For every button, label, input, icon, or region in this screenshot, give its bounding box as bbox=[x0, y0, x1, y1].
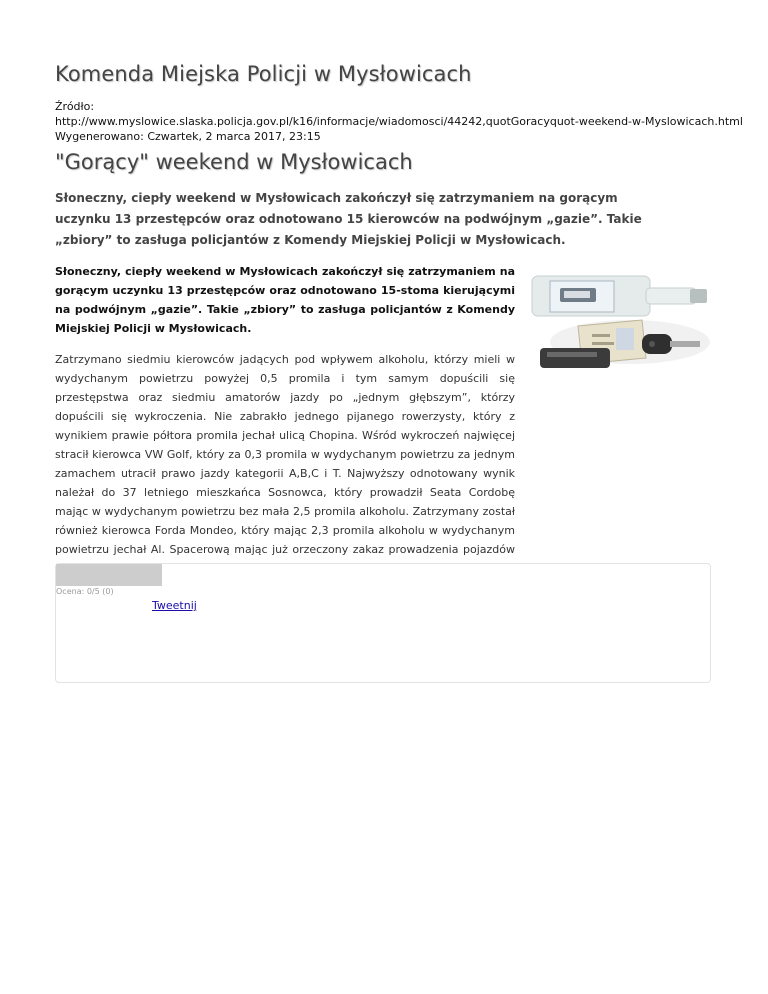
site-title: Komenda Miejska Policji w Mysłowicach bbox=[55, 62, 472, 86]
rating-text: Ocena: 0/5 (0) bbox=[56, 587, 114, 596]
source-url: http://www.myslowice.slaska.policja.gov.pl/k16/informacje/wiadomosci/44242,quotGoracyquot-weekend-w-Myslowicach.html bbox=[55, 115, 743, 128]
article-photo bbox=[520, 264, 713, 391]
article-title: "Gorący" weekend w Mysłowicach bbox=[55, 150, 413, 174]
article-body bbox=[55, 262, 515, 578]
source-meta bbox=[55, 99, 743, 144]
article-intro: Słoneczny, ciepły weekend w Mysłowicach zakończył się zatrzymaniem na gorącym uczynku 13 przestępców oraz odnotowano 15-stoma kierującymi na podwójnym „gazie”. Takie „zbiory” to zasługa policjantów z Komendy Miejskiej Policji w Mysłowicach. bbox=[55, 265, 515, 335]
article-lead: Słoneczny, ciepły weekend w Mysłowicach zakończył się zatrzymaniem na gorącym uczynku 13 przestępców oraz odnotowano 15 kierowców na podwójnym „gazie”. Takie „zbiory” to zasługa policjantów z Komendy Miejskiej Policji w Mysłowicach. bbox=[55, 191, 642, 247]
rating-box bbox=[55, 563, 711, 683]
generated-date: Wygenerowano: Czwartek, 2 marca 2017, 23:15 bbox=[55, 130, 321, 143]
tweet-link[interactable]: Tweetnij bbox=[152, 599, 197, 612]
rating-stars-bar[interactable] bbox=[56, 564, 162, 586]
article-text: Zatrzymano siedmiu kierowców jadących pod wpływem alkoholu, którzy mieli w wydychanym powietrzu powyżej 0,5 promila i tym samym dopuścili się przestępstwa oraz siedmiu amatorów jazdy po „jednym głębszym”, którzy dopuścili się wykroczenia. Nie zabrakło jednego pijanego rowerzysty, który z wynikiem prawie półtora promila jechał ulicą Chopina. Wśród wykroczeń najwięcej stracił kierowca VW Golf, który za 0,3 promila w wydychanym powietrzu za jednym zamachem utracił prawo jazdy kategorii A,B,C i T. Najwyższy odnotowany wynik należał do 37 letniego mieszkańca Sosnowca, który prowadził Seata Cordobę mając w wydychanym powietrzu bez mała 2,5 promila alkoholu. Zatrzymany został również kierowca Forda Mondeo, który mając 2,3 promila alkoholu w wydychanym powietrzu jechał Al. Spacerową mając już orzeczony zakaz prowadzenia pojazdów bbox=[55, 353, 515, 556]
source-label: Źródło: bbox=[55, 100, 95, 113]
